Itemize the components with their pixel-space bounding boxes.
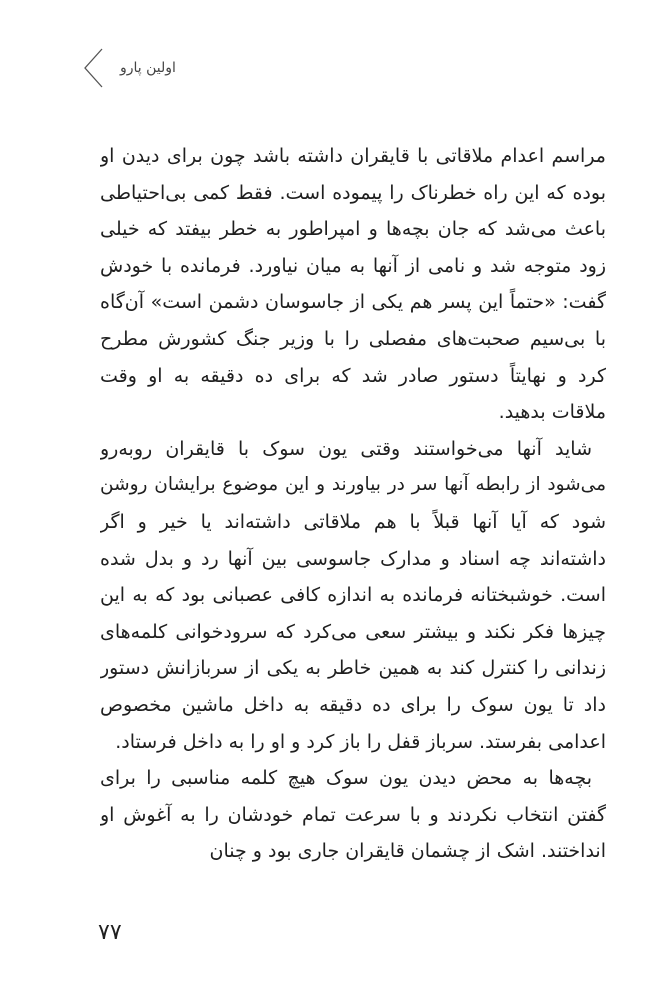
text-line: گفتن انتخاب نکردند و با سرعت تمام خودشان را به آغوش او (100, 803, 606, 826)
text-line: می‌شود از رابطه آنها سر در بیاورند و این موضوع برایشان روشن (100, 474, 606, 496)
text-line: چیزها فکر نکند و بیشتر سعی می‌کرد که سرودخوانی کلمه‌های (100, 620, 606, 643)
running-header (96, 48, 176, 88)
text-line: بچه‌ها به محض دیدن یون سوک هیچ کلمه مناسبی را برای (100, 767, 592, 790)
text-line: اعدامی بفرستد. سرباز قفل را باز کرد و او را به داخل فرستاد. (115, 730, 606, 753)
page-number: ۷۷ (98, 920, 122, 945)
text-line: انداختند. اشک از چشمان قایقران جاری بود و چنان (209, 840, 606, 863)
text-line: داشته‌اند چه اسناد و مدارک جاسوسی بین آنها رد و بدل شده (100, 547, 606, 570)
text-line: با بی‌سیم صحبت‌های مفصلی را با وزیر جنگ کشورش مطرح (100, 327, 606, 350)
paragraph (100, 760, 606, 870)
text-line: است. خوشبختانه فرمانده به اندازه کافی عصبانی بود که به این (100, 584, 606, 607)
body-text (100, 138, 606, 870)
text-line: بوده که این راه خطرناک را پیموده است. فقط کمی بی‌احتیاطی (100, 181, 606, 204)
text-line: ملاقات بدهید. (498, 401, 606, 424)
text-line: شود که آیا آنها قبلاً با هم ملاقاتی داشته‌اند یا خیر و اگر (100, 510, 606, 533)
text-line: کرد و نهایتاً دستور صادر شد که برای ده دقیقه به او وقت (100, 364, 606, 387)
text-line: گفت: «حتماً این پسر هم یکی از جاسوسان دشمن است» آن‌گاه (100, 291, 606, 314)
text-line: داد تا یون سوک را برای ده دقیقه به داخل ماشین مخصوص (100, 693, 606, 716)
paragraph (100, 431, 606, 760)
chevron-left-icon (82, 48, 104, 88)
paragraph (100, 138, 606, 431)
text-line: شاید آنها می‌خواستند وقتی یون سوک با قایقران روبه‌رو (100, 437, 592, 460)
running-title: اولین پارو (120, 60, 176, 76)
text-line: باعث می‌شد که جان بچه‌ها و امپراطور به خطر بیفتد که خیلی (100, 218, 606, 241)
text-line: زندانی را کنترل کند به همین خاطر به یکی از سربازانش دستور (100, 657, 606, 680)
text-line: مراسم اعدام ملاقاتی با قایقران داشته باشد چون برای دیدن او (100, 145, 606, 167)
text-line: زود متوجه شد و نامی از آنها به میان نیاورد. فرمانده با خودش (100, 254, 606, 277)
